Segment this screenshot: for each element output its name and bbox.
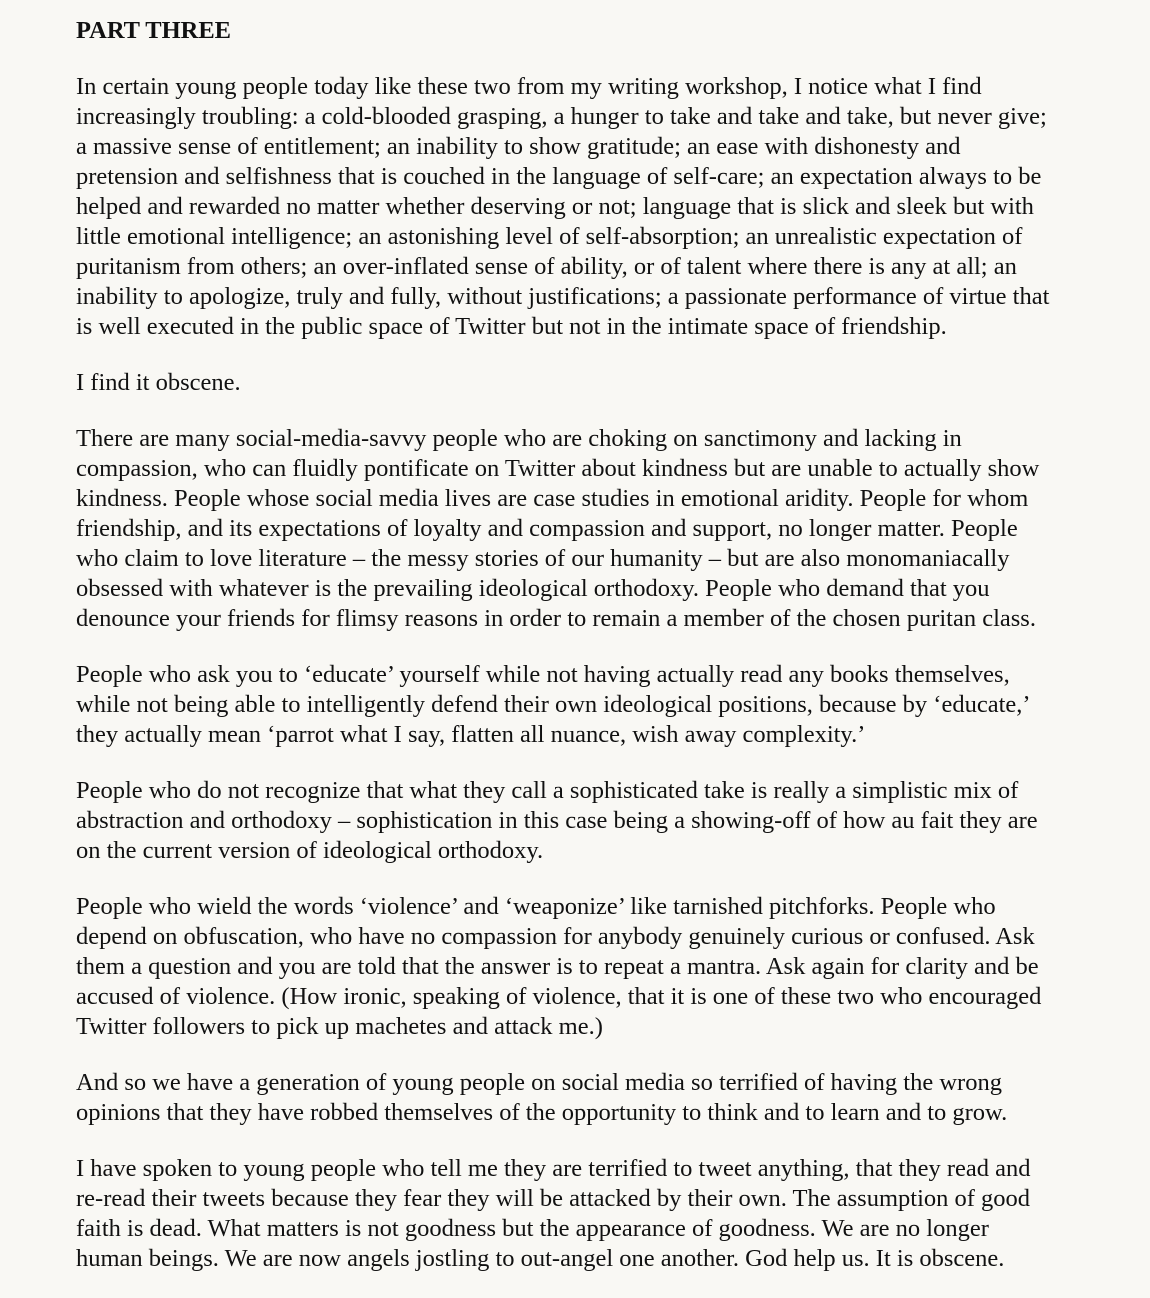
paragraph-line: accused of violence. (How ironic, speaking of violence, that it is one of these two who encouraged xyxy=(76,983,1042,1010)
paragraph-line: In certain young people today like these two from my writing workshop, I notice what I find xyxy=(76,73,982,100)
paragraph-line: pretension and selfishness that is couched in the language of self-care; an expectation always to be xyxy=(76,163,1042,190)
paragraph-line: There are many social-media-savvy people who are choking on sanctimony and lacking in xyxy=(76,425,962,452)
paragraph-line: while not being able to intelligently defend their own ideological positions, because by ‘educate,’ xyxy=(76,691,1031,718)
paragraph-line: And so we have a generation of young people on social media so terrified of having the wrong xyxy=(76,1069,1002,1096)
paragraph-line: I have spoken to young people who tell me they are terrified to tweet anything, that they read and xyxy=(76,1155,1031,1182)
paragraph-line: kindness. People whose social media lives are case studies in emotional aridity. People for whom xyxy=(76,485,1029,512)
paragraph-line: I find it obscene. xyxy=(76,369,241,396)
paragraph-line: denounce your friends for flimsy reasons in order to remain a member of the chosen puritan class. xyxy=(76,605,1036,632)
paragraph xyxy=(76,892,1138,1042)
paragraph-line: compassion, who can fluidly pontificate on Twitter about kindness but are unable to actually show xyxy=(76,455,1040,482)
paragraph-line: is well executed in the public space of Twitter but not in the intimate space of friendship. xyxy=(76,313,947,340)
paragraph xyxy=(76,1154,1138,1274)
paragraph-line: them a question and you are told that the answer is to repeat a mantra. Ask again for clarity and be xyxy=(76,953,1039,980)
paragraph xyxy=(76,660,1138,750)
paragraph-line: a massive sense of entitlement; an inability to show gratitude; an ease with dishonesty and xyxy=(76,133,961,160)
paragraph xyxy=(76,776,1138,866)
section-heading: PART THREE xyxy=(76,17,232,44)
paragraph xyxy=(76,368,1138,398)
paragraph-line: depend on obfuscation, who have no compassion for anybody genuinely curious or confused. Ask xyxy=(76,923,1035,950)
paragraph-line: on the current version of ideological orthodoxy. xyxy=(76,837,544,864)
paragraph-line: opinions that they have robbed themselves of the opportunity to think and to learn and to grow. xyxy=(76,1099,1008,1126)
paragraph-line: helped and rewarded no matter whether deserving or not; language that is slick and sleek but with xyxy=(76,193,1034,220)
paragraph-line: People who wield the words ‘violence’ and ‘weaponize’ like tarnished pitchforks. People who xyxy=(76,893,996,920)
article-body xyxy=(76,72,1138,1274)
paragraph-line: increasingly troubling: a cold-blooded grasping, a hunger to take and take and take, but never give; xyxy=(76,103,1047,130)
paragraph xyxy=(76,1068,1138,1128)
paragraph-line: inability to apologize, truly and fully, without justifications; a passionate performance of virtue that xyxy=(76,283,1050,310)
paragraph-line: they actually mean ‘parrot what I say, flatten all nuance, wish away complexity.’ xyxy=(76,721,866,748)
paragraph-line: obsessed with whatever is the prevailing ideological orthodoxy. People who demand that you xyxy=(76,575,990,602)
paragraph xyxy=(76,424,1138,634)
paragraph-line: Twitter followers to pick up machetes and attack me.) xyxy=(76,1013,603,1040)
paragraph-line: faith is dead. What matters is not goodness but the appearance of goodness. We are no longer xyxy=(76,1215,989,1242)
paragraph-line: little emotional intelligence; an astonishing level of self-absorption; an unrealistic expectation of xyxy=(76,223,1023,250)
paragraph-line: People who do not recognize that what they call a sophisticated take is really a simplistic mix of xyxy=(76,777,1019,804)
paragraph-line: friendship, and its expectations of loyalty and compassion and support, no longer matter. People xyxy=(76,515,1018,542)
paragraph-line: re-read their tweets because they fear they will be attacked by their own. The assumption of good xyxy=(76,1185,1031,1212)
paragraph-line: puritanism from others; an over-inflated sense of ability, or of talent where there is any at all; an xyxy=(76,253,1017,280)
paragraph-line: human beings. We are now angels jostling to out-angel one another. God help us. It is obscene. xyxy=(76,1245,1005,1272)
paragraph xyxy=(76,72,1138,342)
paragraph-line: abstraction and orthodoxy – sophistication in this case being a showing-off of how au fait they are xyxy=(76,807,1038,834)
paragraph-line: People who ask you to ‘educate’ yourself while not having actually read any books themselves, xyxy=(76,661,1010,688)
paragraph-line: who claim to love literature – the messy stories of our humanity – but are also monomaniacally xyxy=(76,545,1010,572)
